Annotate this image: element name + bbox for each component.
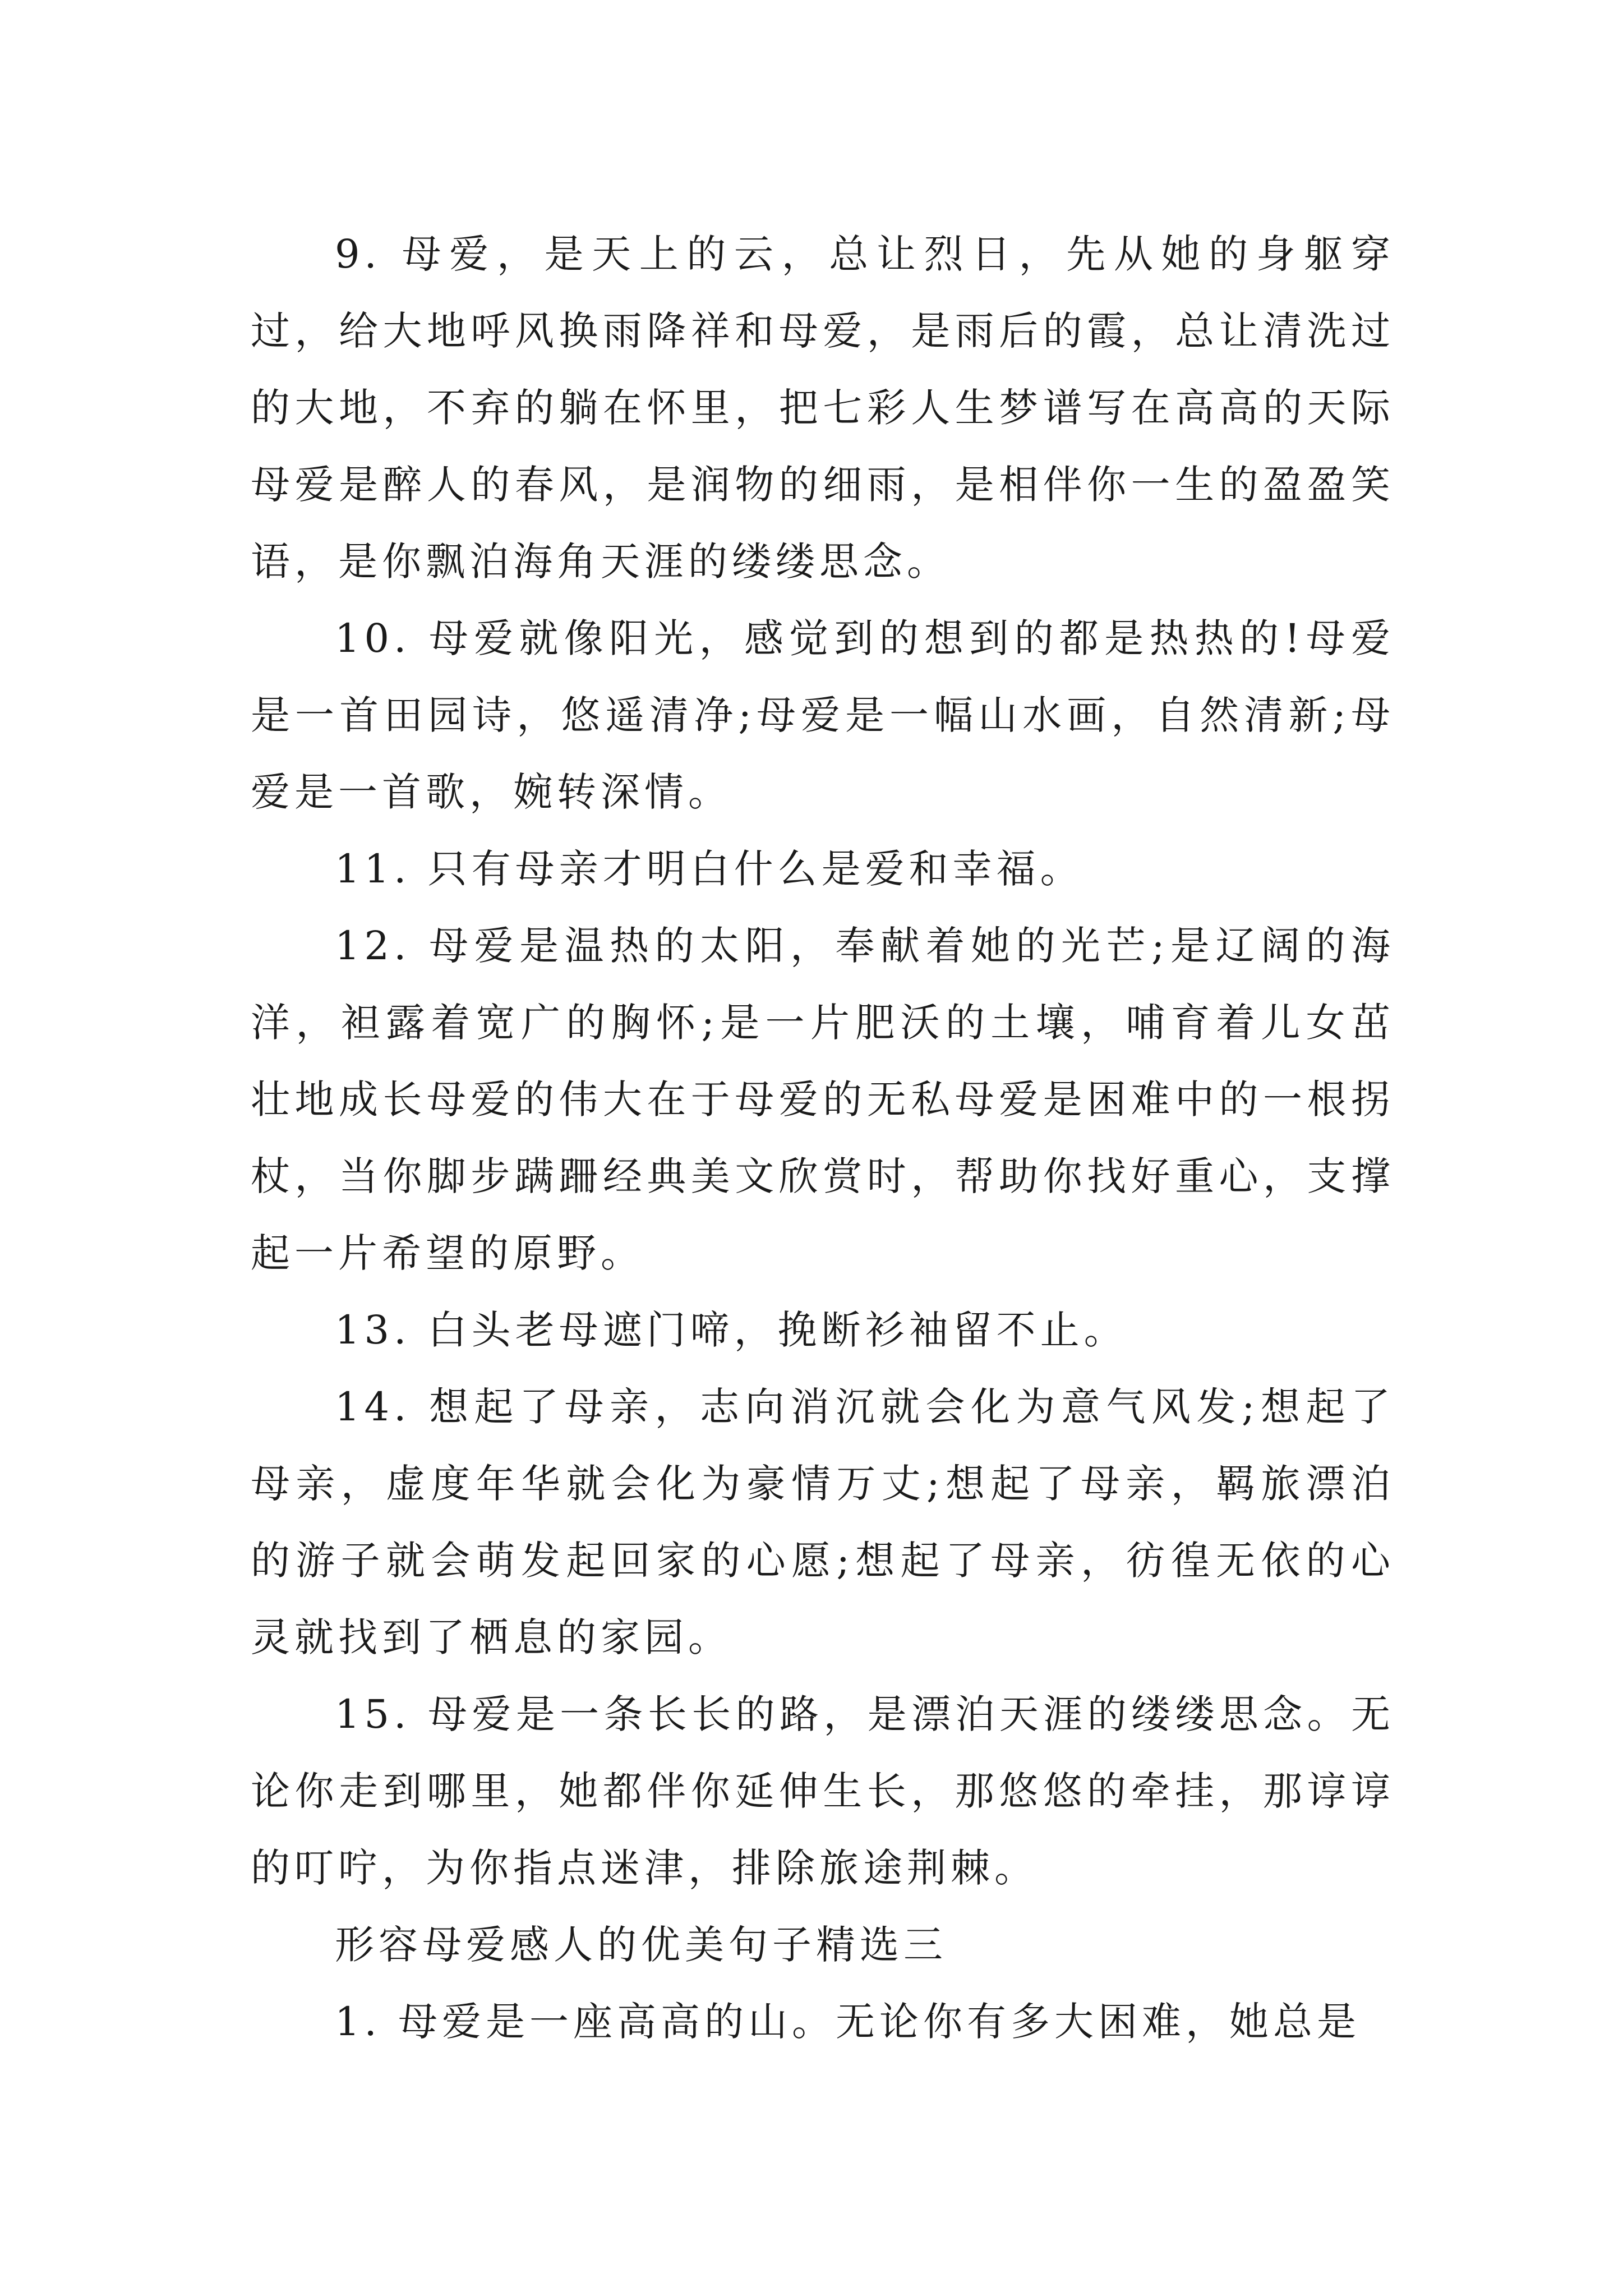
section-heading: 形容母爱感人的优美句子精选三 [335, 1922, 947, 1968]
paragraph-item-15: 15. 母爱是一条长长的路，是漂泊天涯的缕缕思念。无论你走到哪里，她都伴你延伸生长，那悠悠的牵挂，那谆谆的叮咛，为你指点迷津，排除旅途荆棘。 [251, 1691, 1395, 1891]
paragraph-item-10: 10. 母爱就像阳光，感觉到的想到的都是热热的!母爱是一首田园诗，悠遥清净;母爱是一幅山水画，自然清新;母爱是一首歌，婉转深情。 [251, 615, 1395, 815]
paragraph-item-12: 12. 母爱是温热的太阳，奉献着她的光芒;是辽阔的海洋，袒露着宽广的胸怀;是一片肥沃的土壤，哺育着儿女茁壮地成长母爱的伟大在于母爱的无私母爱是困难中的一根拐杖，当你脚步蹒跚经典美文欣赏时，帮助你找好重心，支撑起一片希望的原野。 [251, 923, 1395, 1276]
document-page [251, 216, 1395, 2060]
paragraph-item-1: 1. 母爱是一座高高的山。无论你有多大困难，她总是 [335, 1999, 1361, 2045]
paragraph-item-13: 13. 白头老母遮门啼，挽断衫袖留不止。 [335, 1307, 1128, 1353]
paragraph-item-9: 9. 母爱，是天上的云，总让烈日，先从她的身躯穿过，给大地呼风换雨降祥和母爱，是雨后的霞，总让清洗过的大地，不弃的躺在怀里，把七彩人生梦谱写在高高的天际母爱是醉人的春风，是润物的细雨，是相伴你一生的盈盈笑语，是你飘泊海角天涯的缕缕思念。 [251, 231, 1395, 585]
paragraph-item-11: 11. 只有母亲才明白什么是爱和幸福。 [335, 846, 1084, 892]
paragraph-item-14: 14. 想起了母亲，志向消沉就会化为意气风发;想起了母亲，虚度年华就会化为豪情万丈;想起了母亲，羁旅漂泊的游子就会萌发起回家的心愿;想起了母亲，彷徨无依的心灵就找到了栖息的家园。 [251, 1384, 1395, 1660]
